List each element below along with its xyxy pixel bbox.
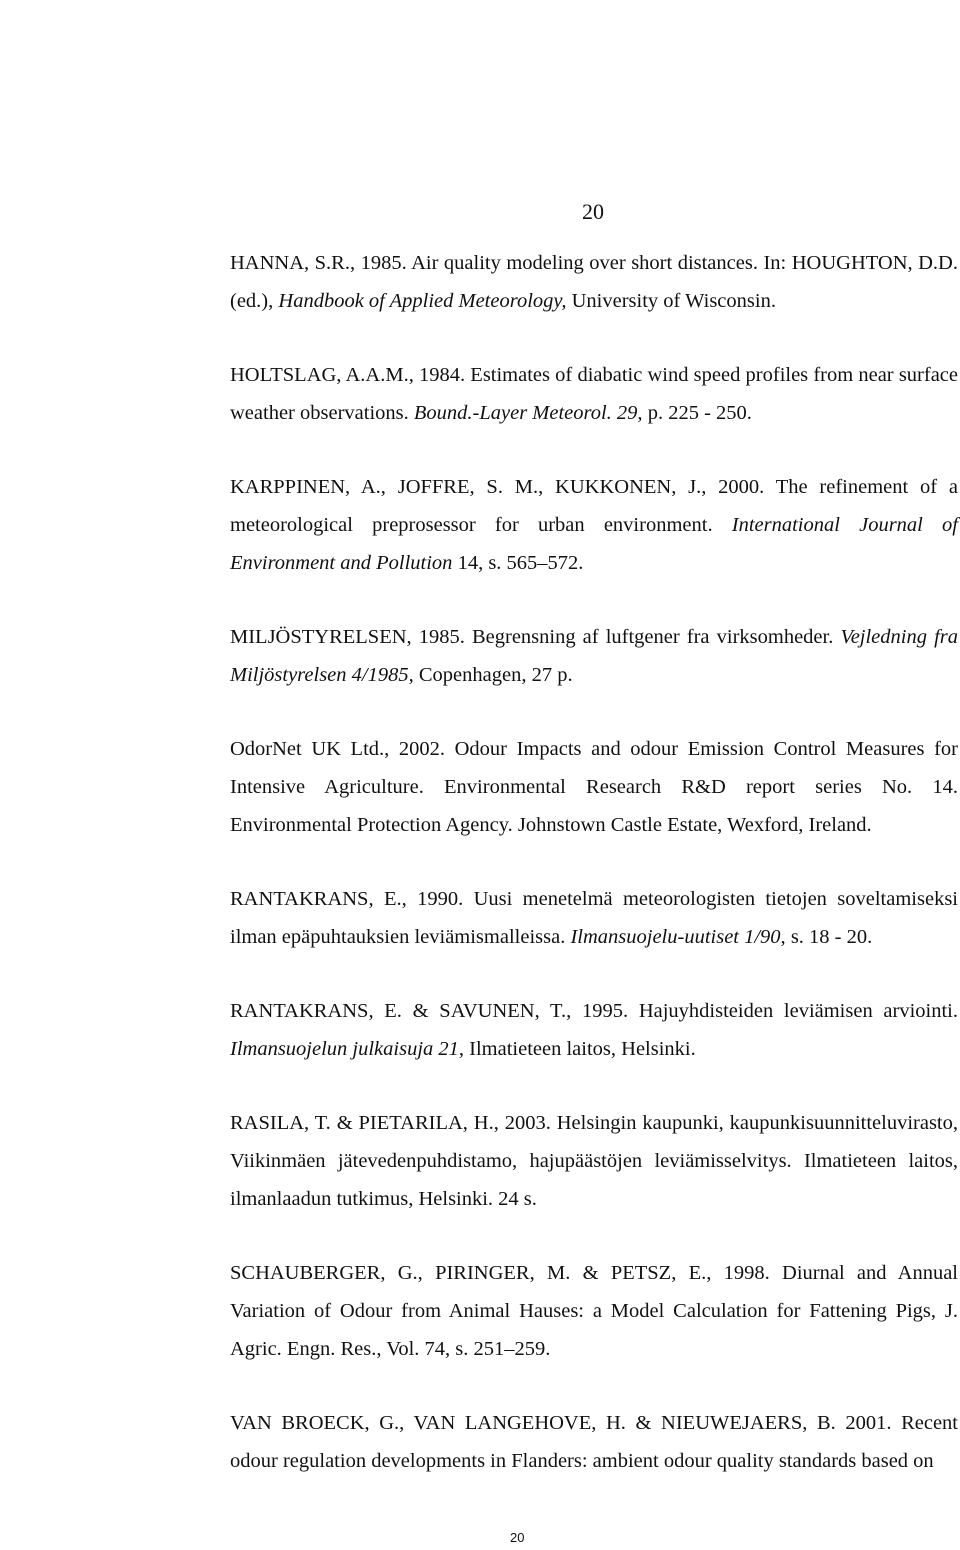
reference-rantakrans-1990 [230, 880, 958, 956]
reference-miljostyrelsen [230, 618, 958, 694]
reference-odornet [230, 730, 958, 844]
reference-text: RANTAKRANS, E. & SAVUNEN, T., 1995. Hajuyhdisteiden leviämisen arviointi. [230, 1000, 958, 1022]
reference-text: University of Wisconsin. [566, 290, 776, 312]
reference-holtslag [230, 356, 958, 432]
reference-source-title: Ilmansuojelun julkaisuja 21, [230, 1038, 465, 1060]
reference-text: p. 225 - 250. [642, 402, 752, 424]
reference-schauberger [230, 1254, 958, 1368]
reference-text: RANTAKRANS, E., 1990. Uusi menetelmä meteorologisten tietojen soveltamiseksi ilman epäpuhtauksien leviämismalleissa. [230, 888, 958, 948]
reference-text: SCHAUBERGER, G., PIRINGER, M. & PETSZ, E., 1998. Diurnal and Annual Variation of Odour from Animal Hauses: a Model Calculation for Fattening Pigs, J. Agric. Engn. Res., Vol. 74, s. 251–259. [230, 1262, 958, 1360]
reference-text: HANNA, S.R., 1985. Air quality modeling over short distances. In: HOUGHTON, D.D. (ed.), [230, 252, 958, 312]
reference-text: VAN BROECK, G., VAN LANGEHOVE, H. & NIEUWEJAERS, B. 2001. Recent odour regulation developments in Flanders: ambient odour quality standards based on [230, 1412, 958, 1472]
reference-source-title: Vejledning fra Miljöstyrelsen 4/1985, [230, 626, 958, 686]
footer-page-number: 20 [510, 1530, 525, 1545]
reference-text: OdorNet UK Ltd., 2002. Odour Impacts and odour Emission Control Measures for Intensive Agriculture. Environmental Research R&D report series No. 14. Environmental Protection Agency. Johnstown Castle Estate, Wexford, Ireland. [230, 738, 958, 836]
reference-source-title: Bound.-Layer Meteorol. 29, [413, 402, 643, 424]
reference-source-title: Handbook of Applied Meteorology, [278, 290, 567, 312]
reference-text: Ilmatieteen laitos, Helsinki. [464, 1038, 696, 1060]
reference-text: KARPPINEN, A., JOFFRE, S. M., KUKKONEN, J., 2000. The refinement of a meteorological preprosessor for urban environment. [230, 476, 958, 536]
page-number: 20 [582, 199, 604, 224]
reference-van-broeck [230, 1404, 958, 1480]
reference-text: MILJÖSTYRELSEN, 1985. Begrensning af luftgener fra virksomheder. [230, 626, 841, 648]
reference-list [230, 244, 958, 1480]
reference-karppinen [230, 468, 958, 582]
reference-text: 14, s. 565–572. [452, 552, 584, 574]
reference-text: Copenhagen, 27 p. [413, 664, 573, 686]
reference-source-title: Ilmansuojelu-uutiset 1/90, [570, 926, 786, 948]
reference-source-title: International Journal of Environment and Pollution [230, 514, 958, 574]
reference-text: s. 18 - 20. [785, 926, 873, 948]
reference-text: HOLTSLAG, A.A.M., 1984. Estimates of diabatic wind speed profiles from near surface weather observations. [230, 364, 958, 424]
reference-rantakrans-1995 [230, 992, 958, 1068]
reference-rasila [230, 1104, 958, 1218]
reference-hanna [230, 244, 958, 320]
reference-text: RASILA, T. & PIETARILA, H., 2003. Helsingin kaupunki, kaupunkisuunnitteluvirasto, Viikinmäen jätevedenpuhdistamo, hajupäästöjen leviämisselvitys. Ilmatieteen laitos, ilmanlaadun tutkimus, Helsinki. 24 s. [230, 1112, 958, 1210]
